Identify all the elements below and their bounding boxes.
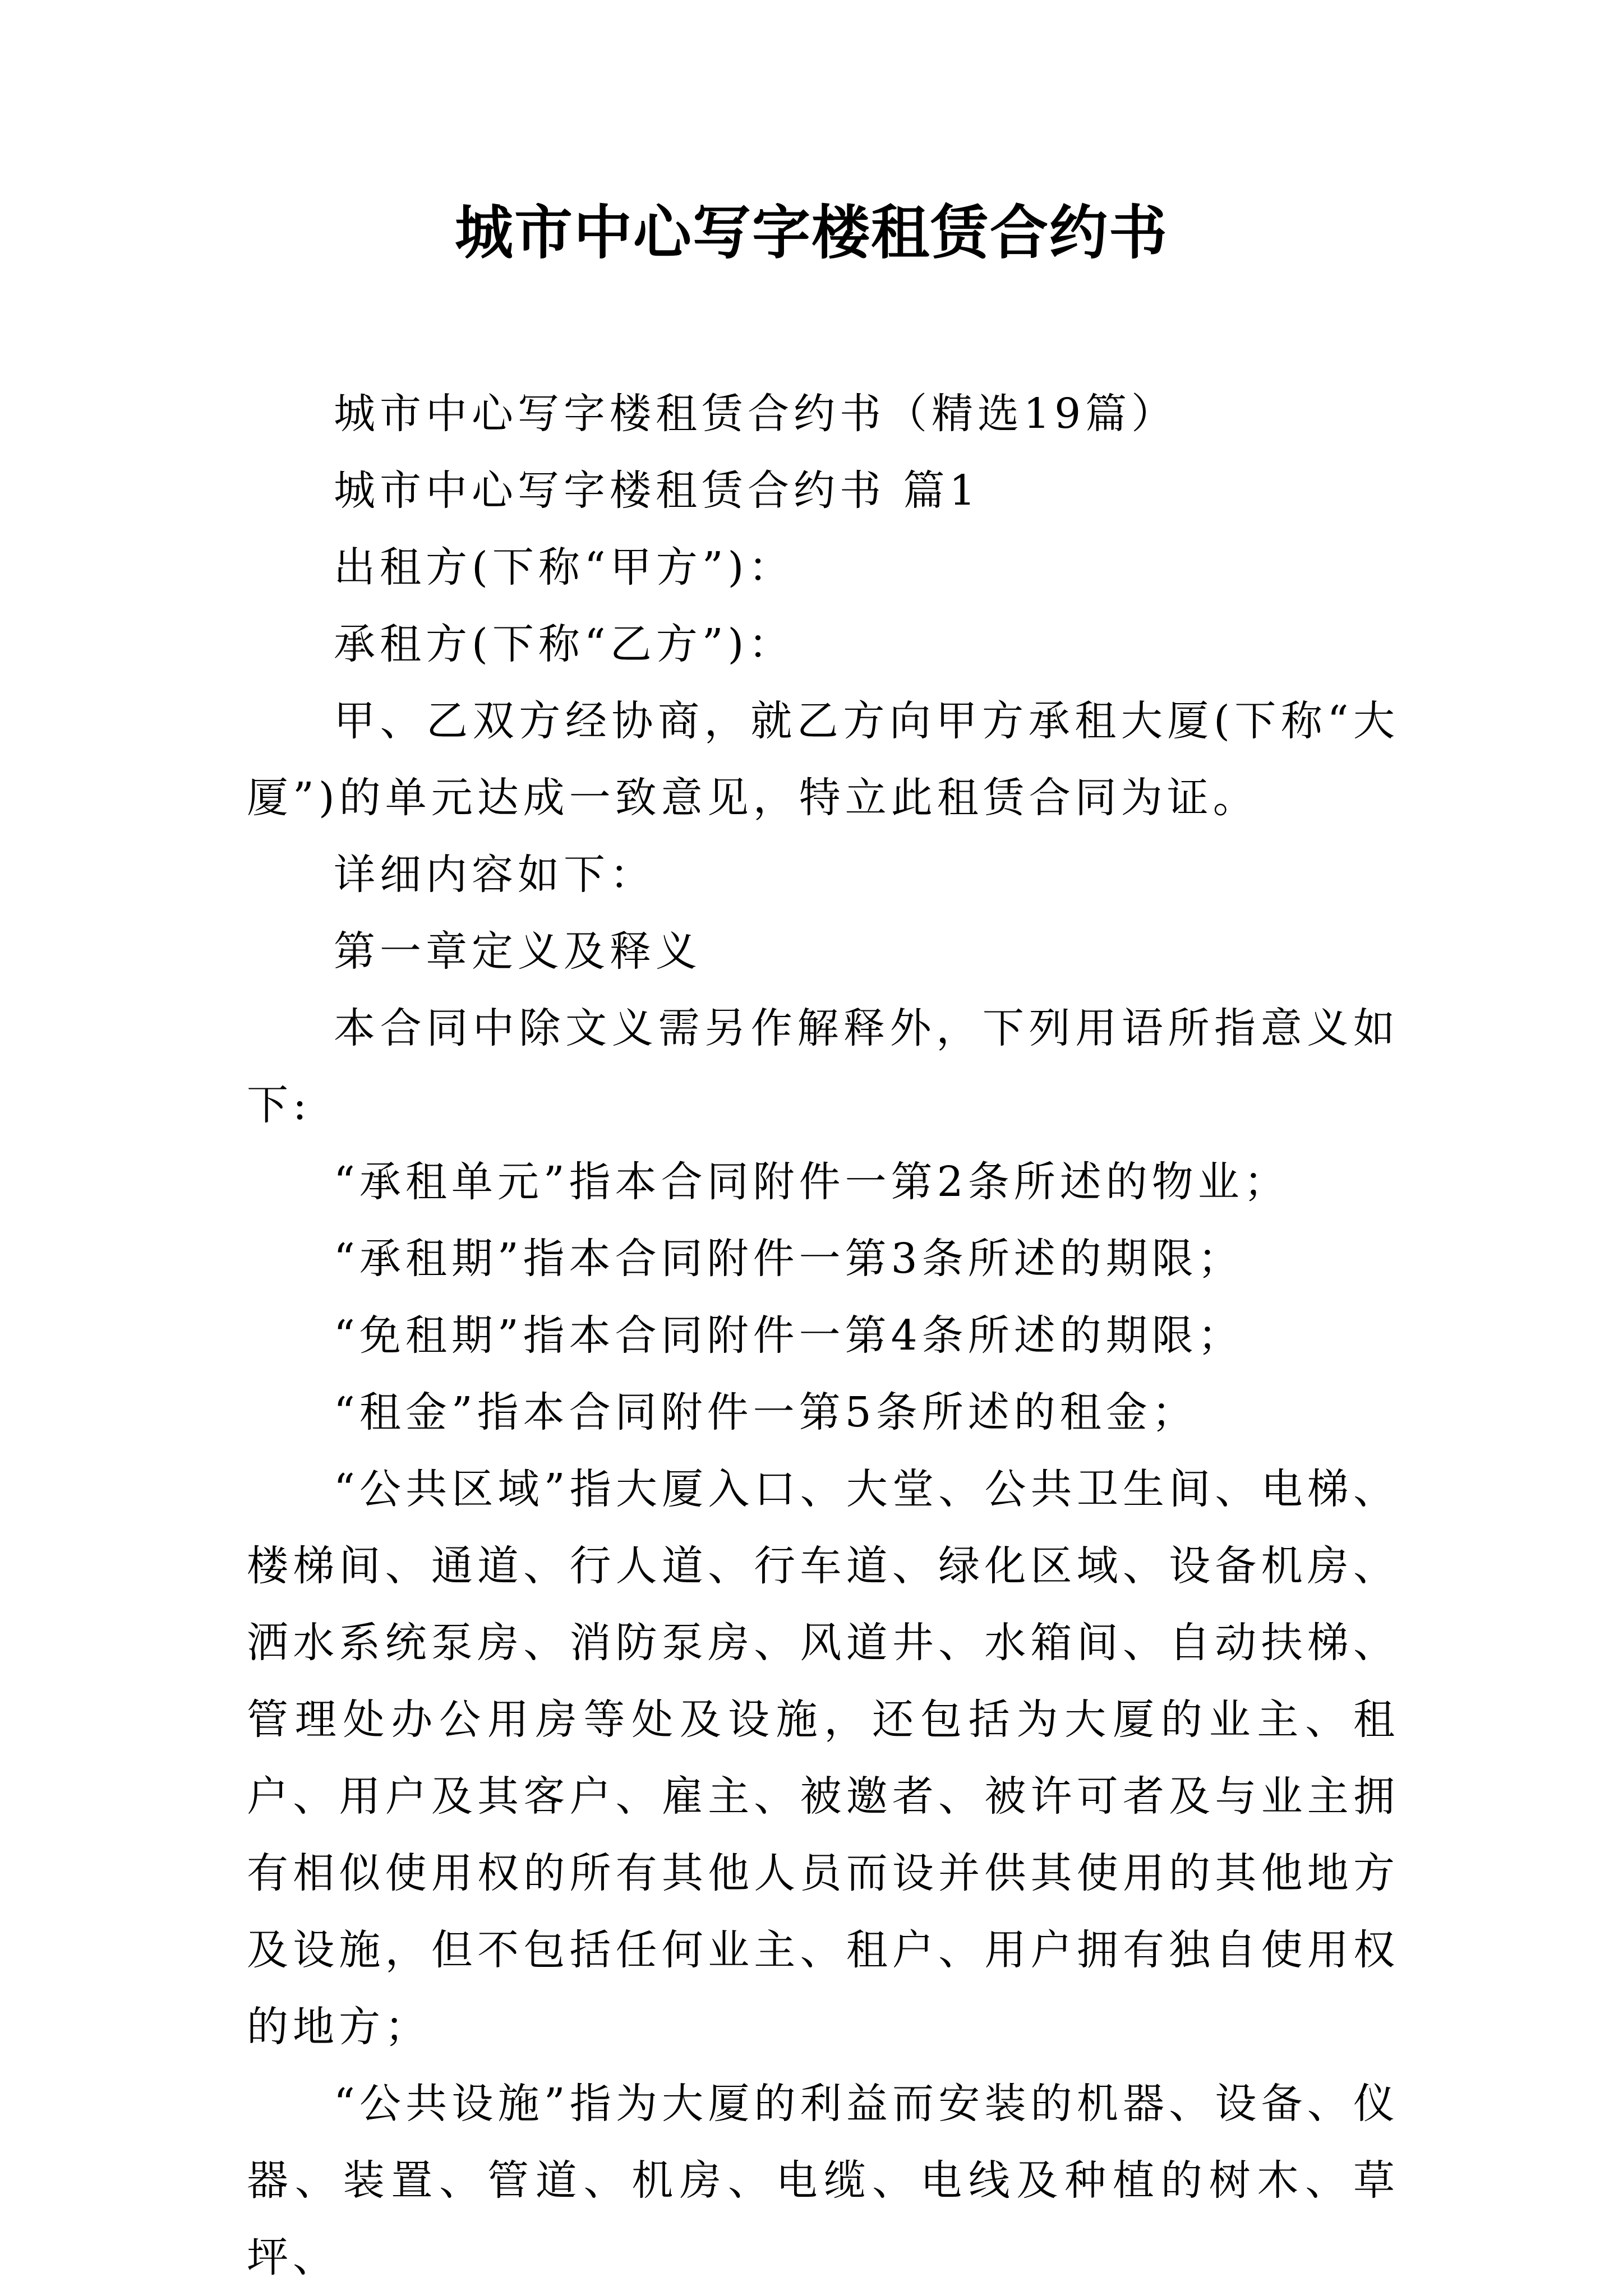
- paragraph: 城市中心写字楼租赁合约书（精选19篇）: [334, 390, 1178, 438]
- paragraph: 详细内容如下：: [334, 851, 656, 899]
- paragraph: “免租期”指本合同附件一第4条所述的期限；: [334, 1311, 1244, 1360]
- paragraph: 承租方(下称“乙方”)：: [334, 620, 795, 668]
- paragraph: “公共设施”指为大厦的利益而安装的机器、设备、仪器、装置、管道、机房、电缆、电线及种植的树木、草坪、: [247, 2080, 1399, 2281]
- paragraph: 第一章定义及释义: [334, 927, 702, 976]
- paragraph: “承租单元”指本合同附件一第2条所述的物业；: [334, 1158, 1290, 1206]
- paragraph: 甲、乙双方经协商，就乙方向甲方承租大厦(下称“大厦”)的单元达成一致意见，特立此租赁合同为证。: [247, 697, 1399, 822]
- paragraph: “公共区域”指大厦入口、大堂、公共卫生间、电梯、楼梯间、通道、行人道、行车道、绿化区域、设备机房、洒水系统泵房、消防泵房、风道井、水箱间、自动扶梯、管理处办公用房等处及设施，还包括为大厦的业主、租户、用户及其客户、雇主、被邀者、被许可者及与业主拥有相似使用权的所有其他人员而设并供其使用的其他地方及设施，但不包括任何业主、租户、用户拥有独自使用权的地方；: [247, 1465, 1399, 2051]
- paragraph: “租金”指本合同附件一第5条所述的租金；: [334, 1388, 1198, 1436]
- paragraph: 本合同中除文义需另作解释外，下列用语所指意义如下:: [247, 1004, 1399, 1129]
- paragraph: “承租期”指本合同附件一第3条所述的期限；: [334, 1235, 1244, 1283]
- document-body: [247, 376, 1399, 2296]
- paragraph: 出租方(下称“甲方”)：: [334, 543, 795, 592]
- paragraph: 城市中心写字楼租赁合约书 篇1: [334, 466, 980, 515]
- document-title: 城市中心写字楼租赁合约书: [454, 198, 1168, 267]
